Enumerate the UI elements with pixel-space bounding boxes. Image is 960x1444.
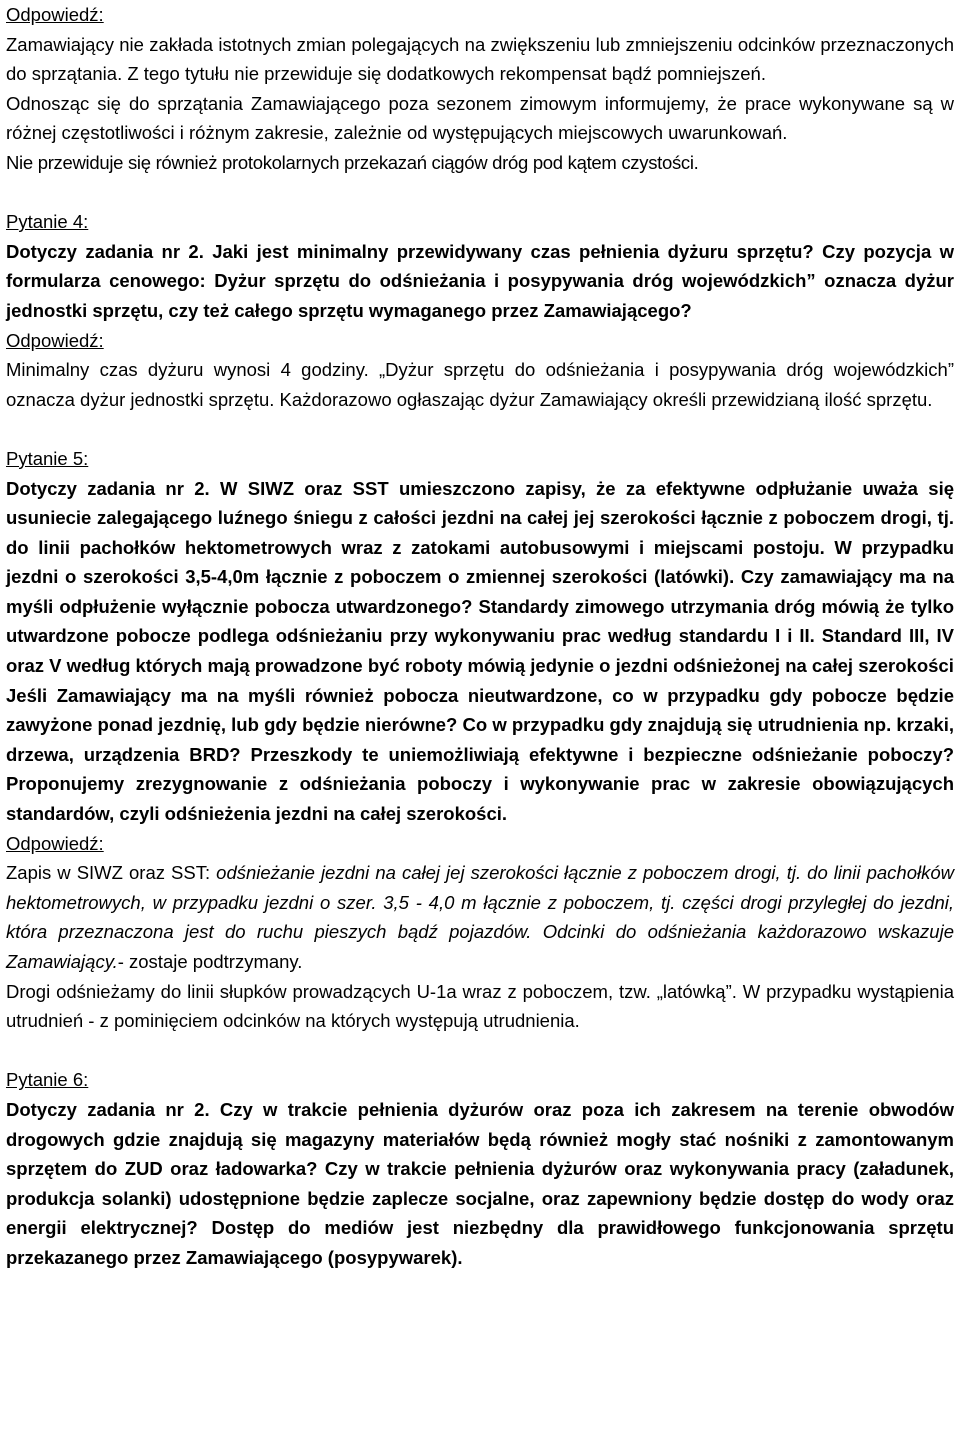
answer-5-text-2: Drogi odśnieżamy do linii słupków prowadzących U-1a wraz z poboczem, tzw. „latówką”. W przypadku wystąpienia utrudnień - z pominięciem odcinków na których występują utrudnienia. xyxy=(6,980,954,1032)
spacer xyxy=(6,414,954,444)
answer-text-3: Nie przewiduje się również protokolarnych przekazań ciągów dróg pod kątem czystości. xyxy=(6,151,699,173)
answer-text-1: Zamawiający nie zakłada istotnych zmian polegających na zwiększeniu lub zmniejszeniu odcinków przeznaczonych do sprzątania. Z tego tytułu nie przewiduje się dodatkowych rekompensat bądź pomniejszeń. xyxy=(6,33,954,85)
answer-5-text xyxy=(6,858,954,976)
answer-5-quote: odśnieżanie jezdni na całej jej szerokości łącznie z poboczem drogi, tj. do linii pachołków hektometrowych, w przypadku jezdni o szer. 3,5 - 4,0 m łącznie z poboczem, tj. części drogi przyległej do jezdni, która przeznaczona jest do ruchu pieszych bądź pojazdów. Odcinki do odśnieżania każdorazowo wskazuje Zamawiający. xyxy=(6,862,954,972)
question-5-text-2: Jeśli Zamawiający ma na myśli również pobocza nieutwardzone, co w przypadku gdy pobocze będzie zawyżone ponad jezdnię, lub gdy będzie nierówne? Co w przypadku gdy znajdują się utrudnienia np. krzaki, drzewa, urządzenia BRD? Przeszkody te uniemożliwiają efektywne i bezpieczne odśnieżanie poboczy? Proponujemy zrezygnowanie z odśnieżania poboczy i wykonywanie prac w zakresie obowiązujących standardów, czyli odśnieżenia jezdni na całej szerokości. xyxy=(6,684,954,825)
question-4-label: Pytanie 4: xyxy=(6,211,89,233)
question-5-label: Pytanie 5: xyxy=(6,447,89,469)
answer-4-text: Minimalny czas dyżuru wynosi 4 godziny. „Dyżur sprzętu do odśnieżania i posypywania dróg wojewódzkich” oznacza dyżur jednostki sprzętu. Każdorazowo ogłaszając dyżur Zamawiający określi przewidzianą ilość sprzętu. xyxy=(6,359,954,410)
spacer xyxy=(6,178,954,208)
answer-4-label: Odpowiedź: xyxy=(6,329,104,351)
answer-5-prefix: Zapis w SIWZ oraz SST: xyxy=(6,862,217,884)
answer-5-label: Odpowiedź: xyxy=(6,832,104,854)
answer-label: Odpowiedź: xyxy=(6,4,104,25)
question-5-text: Dotyczy zadania nr 2. W SIWZ oraz SST umieszczono zapisy, że za efektywne odpłużanie uważa się usuniecie zalegającego luźnego śniegu z całości jezdni na całej jej szerokości łącznie z poboczem drogi, tj. do linii pachołków hektometrowych wraz z zatokami autobusowymi i miejscami postoju. W przypadku jezdni o szerokości 3,5-4,0m łącznie z poboczem o zmiennej szerokości (latówki). Czy zamawiający ma na myśli odpłużenie wyłącznie pobocza utwardzonego? Standardy zimowego utrzymania dróg mówią że tylko utwardzone pobocze podlega odśnieżaniu przy wykonywaniu prac według standardu I i II. Standard III, IV oraz V według których mają prowadzone być roboty mówią jedynie o jezdni odśnieżonej na całej szerokości xyxy=(6,477,954,677)
question-6-text: Dotyczy zadania nr 2. Czy w trakcie pełnienia dyżurów oraz poza ich zakresem na terenie obwodów drogowych gdzie znajdują się magazyny materiałów będą również mogły stać nośniki z zamontowanym sprzętem do ZUD oraz ładowarka? Czy w trakcie pełnienia dyżurów oraz wykonywania pracy (załadunek, produkcja solanki) udostępnione będzie zaplecze socjalne, oraz zapewniony będzie dostęp do wody oraz energii elektrycznej? Dostęp do mediów jest niezbędny dla prawidłowego funkcjonowania sprzętu przekazanego przez Zamawiającego (posypywarek). xyxy=(6,1098,954,1268)
answer-5-suffix: - zostaje podtrzymany. xyxy=(117,951,303,972)
answer-text-2: Odnosząc się do sprzątania Zamawiającego poza sezonem zimowym informujemy, że prace wykonywane są w różnej częstotliwości i różnym zakresie, zależnie od występujących miejscowych uwarunkowań. xyxy=(6,92,954,144)
question-6-label: Pytanie 6: xyxy=(6,1069,89,1091)
spacer xyxy=(6,1036,954,1066)
question-4-text: Dotyczy zadania nr 2. Jaki jest minimalny przewidywany czas pełnienia dyżuru sprzętu? Czy pozycja w formularza cenowego: Dyżur sprzętu do odśnieżania i posypywania dróg wojewódzkich” oznacza dyżur jednostki sprzętu, czy też całego sprzętu wymaganego przez Zamawiającego? xyxy=(6,240,954,321)
